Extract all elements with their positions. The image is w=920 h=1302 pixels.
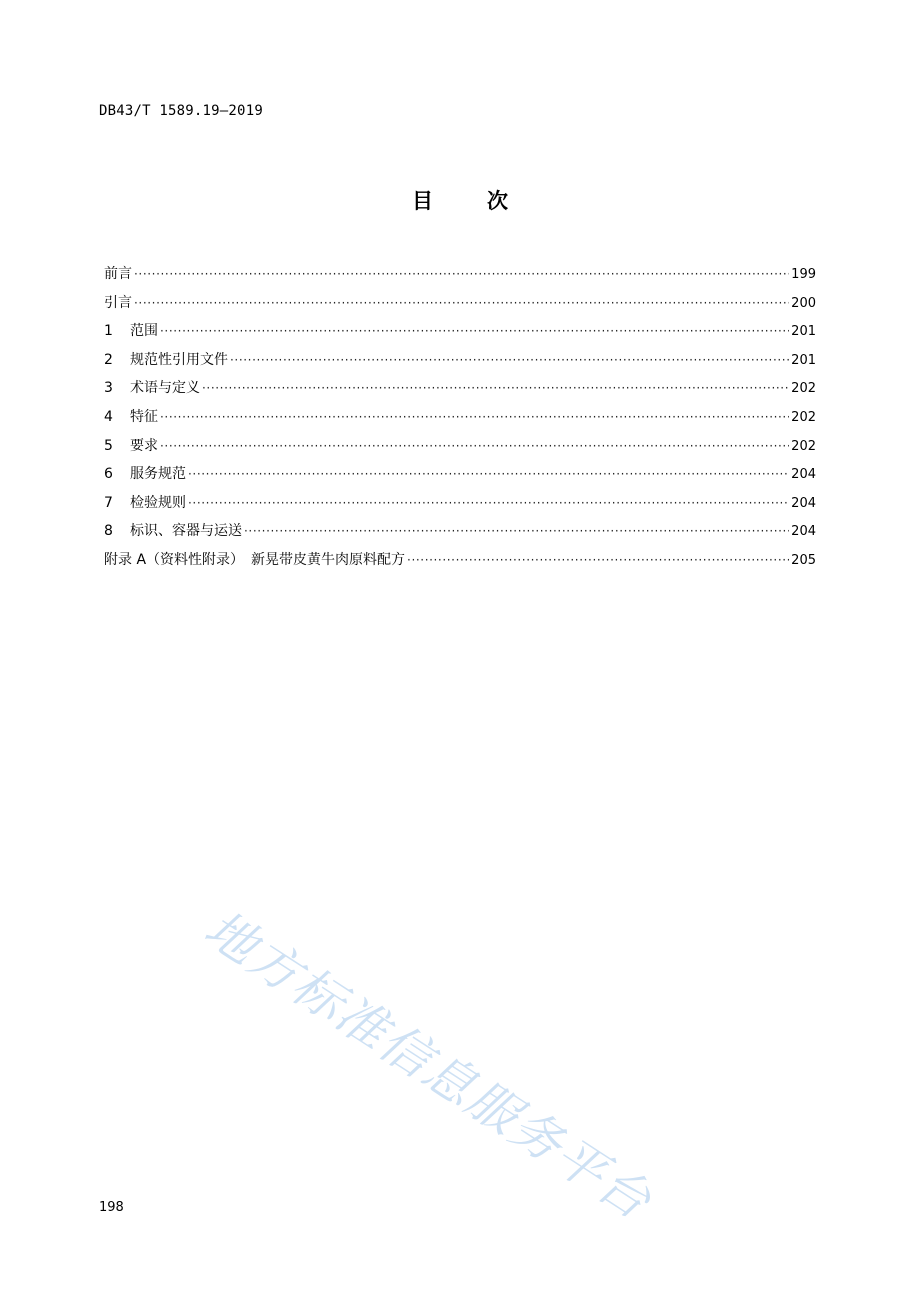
toc-entry[interactable] bbox=[104, 376, 816, 405]
toc-entry-text: 检验规则 bbox=[130, 494, 186, 511]
toc-entry[interactable] bbox=[104, 262, 816, 291]
toc-title-char-2: 次 bbox=[487, 189, 508, 213]
toc-entry-number: 4 bbox=[104, 408, 113, 425]
toc-entry-page: 205 bbox=[791, 552, 816, 568]
toc-dot-leader bbox=[202, 376, 789, 400]
toc-entry-label bbox=[104, 291, 132, 315]
toc-entry-label bbox=[104, 348, 228, 372]
toc-dot-leader bbox=[134, 262, 789, 286]
toc-entry-label bbox=[104, 519, 242, 543]
toc-entry-text: 范围 bbox=[130, 323, 158, 340]
toc-entry-label bbox=[104, 548, 405, 572]
toc-entry[interactable] bbox=[104, 548, 816, 577]
toc-entry-text: 标识、容器与运送 bbox=[130, 523, 242, 540]
page-number: 198 bbox=[99, 1200, 124, 1215]
toc-entry-label bbox=[104, 262, 132, 286]
toc-entry-number: 8 bbox=[104, 523, 113, 540]
toc-entry-label bbox=[104, 376, 200, 400]
toc-dot-leader bbox=[160, 434, 789, 458]
toc-entry-text: 术语与定义 bbox=[130, 380, 200, 397]
toc-dot-leader bbox=[160, 405, 789, 429]
toc-entry-label bbox=[104, 405, 158, 429]
toc-entry-page: 199 bbox=[791, 267, 816, 282]
toc-entry[interactable] bbox=[104, 291, 816, 320]
watermark: 地方标准信息服务平台 bbox=[194, 899, 663, 1232]
toc-title bbox=[0, 185, 920, 215]
toc-entry[interactable] bbox=[104, 348, 816, 377]
toc-entry-page: 202 bbox=[791, 438, 816, 454]
toc-entry-label bbox=[104, 434, 158, 458]
toc-entry-page: 202 bbox=[791, 409, 816, 425]
toc-entry-text: 特征 bbox=[130, 408, 158, 425]
toc-entry-text: 附录 A（资料性附录） 新晃带皮黄牛肉原料配方 bbox=[104, 551, 406, 568]
toc-dot-leader bbox=[407, 548, 789, 572]
toc-entry-page: 201 bbox=[791, 352, 816, 368]
toc-dot-leader bbox=[188, 491, 789, 515]
toc-entry-text: 规范性引用文件 bbox=[130, 351, 228, 368]
toc-entry[interactable] bbox=[104, 434, 816, 463]
toc-entry-number: 1 bbox=[104, 323, 113, 340]
toc-entry[interactable] bbox=[104, 405, 816, 434]
toc-entry-number: 6 bbox=[104, 466, 113, 483]
toc-dot-leader bbox=[134, 291, 789, 315]
toc-dot-leader bbox=[160, 319, 789, 343]
toc-entry-page: 204 bbox=[791, 524, 816, 540]
toc-entry-number: 2 bbox=[104, 351, 113, 368]
toc-entry-page: 204 bbox=[791, 495, 816, 511]
toc-entry-number: 5 bbox=[104, 437, 113, 454]
toc-entry-text: 前言 bbox=[104, 266, 132, 282]
toc-entry-number: 3 bbox=[104, 380, 113, 397]
toc-entry-label bbox=[104, 319, 158, 343]
toc-title-char-1: 目 bbox=[412, 189, 433, 213]
toc-entry[interactable] bbox=[104, 491, 816, 520]
toc-dot-leader bbox=[244, 519, 789, 543]
toc-entry-text: 服务规范 bbox=[130, 466, 186, 483]
toc-dot-leader bbox=[188, 462, 789, 486]
toc-entry-text: 引言 bbox=[104, 294, 132, 311]
toc-dot-leader bbox=[230, 348, 789, 372]
toc-entry-page: 202 bbox=[791, 381, 816, 397]
toc-entry[interactable] bbox=[104, 462, 816, 491]
toc-entry-label bbox=[104, 491, 186, 515]
toc-entry-page: 201 bbox=[791, 324, 816, 340]
toc-entry-number: 7 bbox=[104, 494, 113, 511]
toc-entry-label bbox=[104, 462, 186, 486]
toc-entry-page: 200 bbox=[791, 295, 816, 311]
toc-entry[interactable] bbox=[104, 519, 816, 548]
toc-entry[interactable] bbox=[104, 319, 816, 348]
toc-list bbox=[104, 262, 816, 577]
toc-entry-page: 204 bbox=[791, 467, 816, 483]
doc-code: DB43/T 1589.19—2019 bbox=[99, 103, 263, 119]
toc-entry-text: 要求 bbox=[130, 437, 158, 454]
